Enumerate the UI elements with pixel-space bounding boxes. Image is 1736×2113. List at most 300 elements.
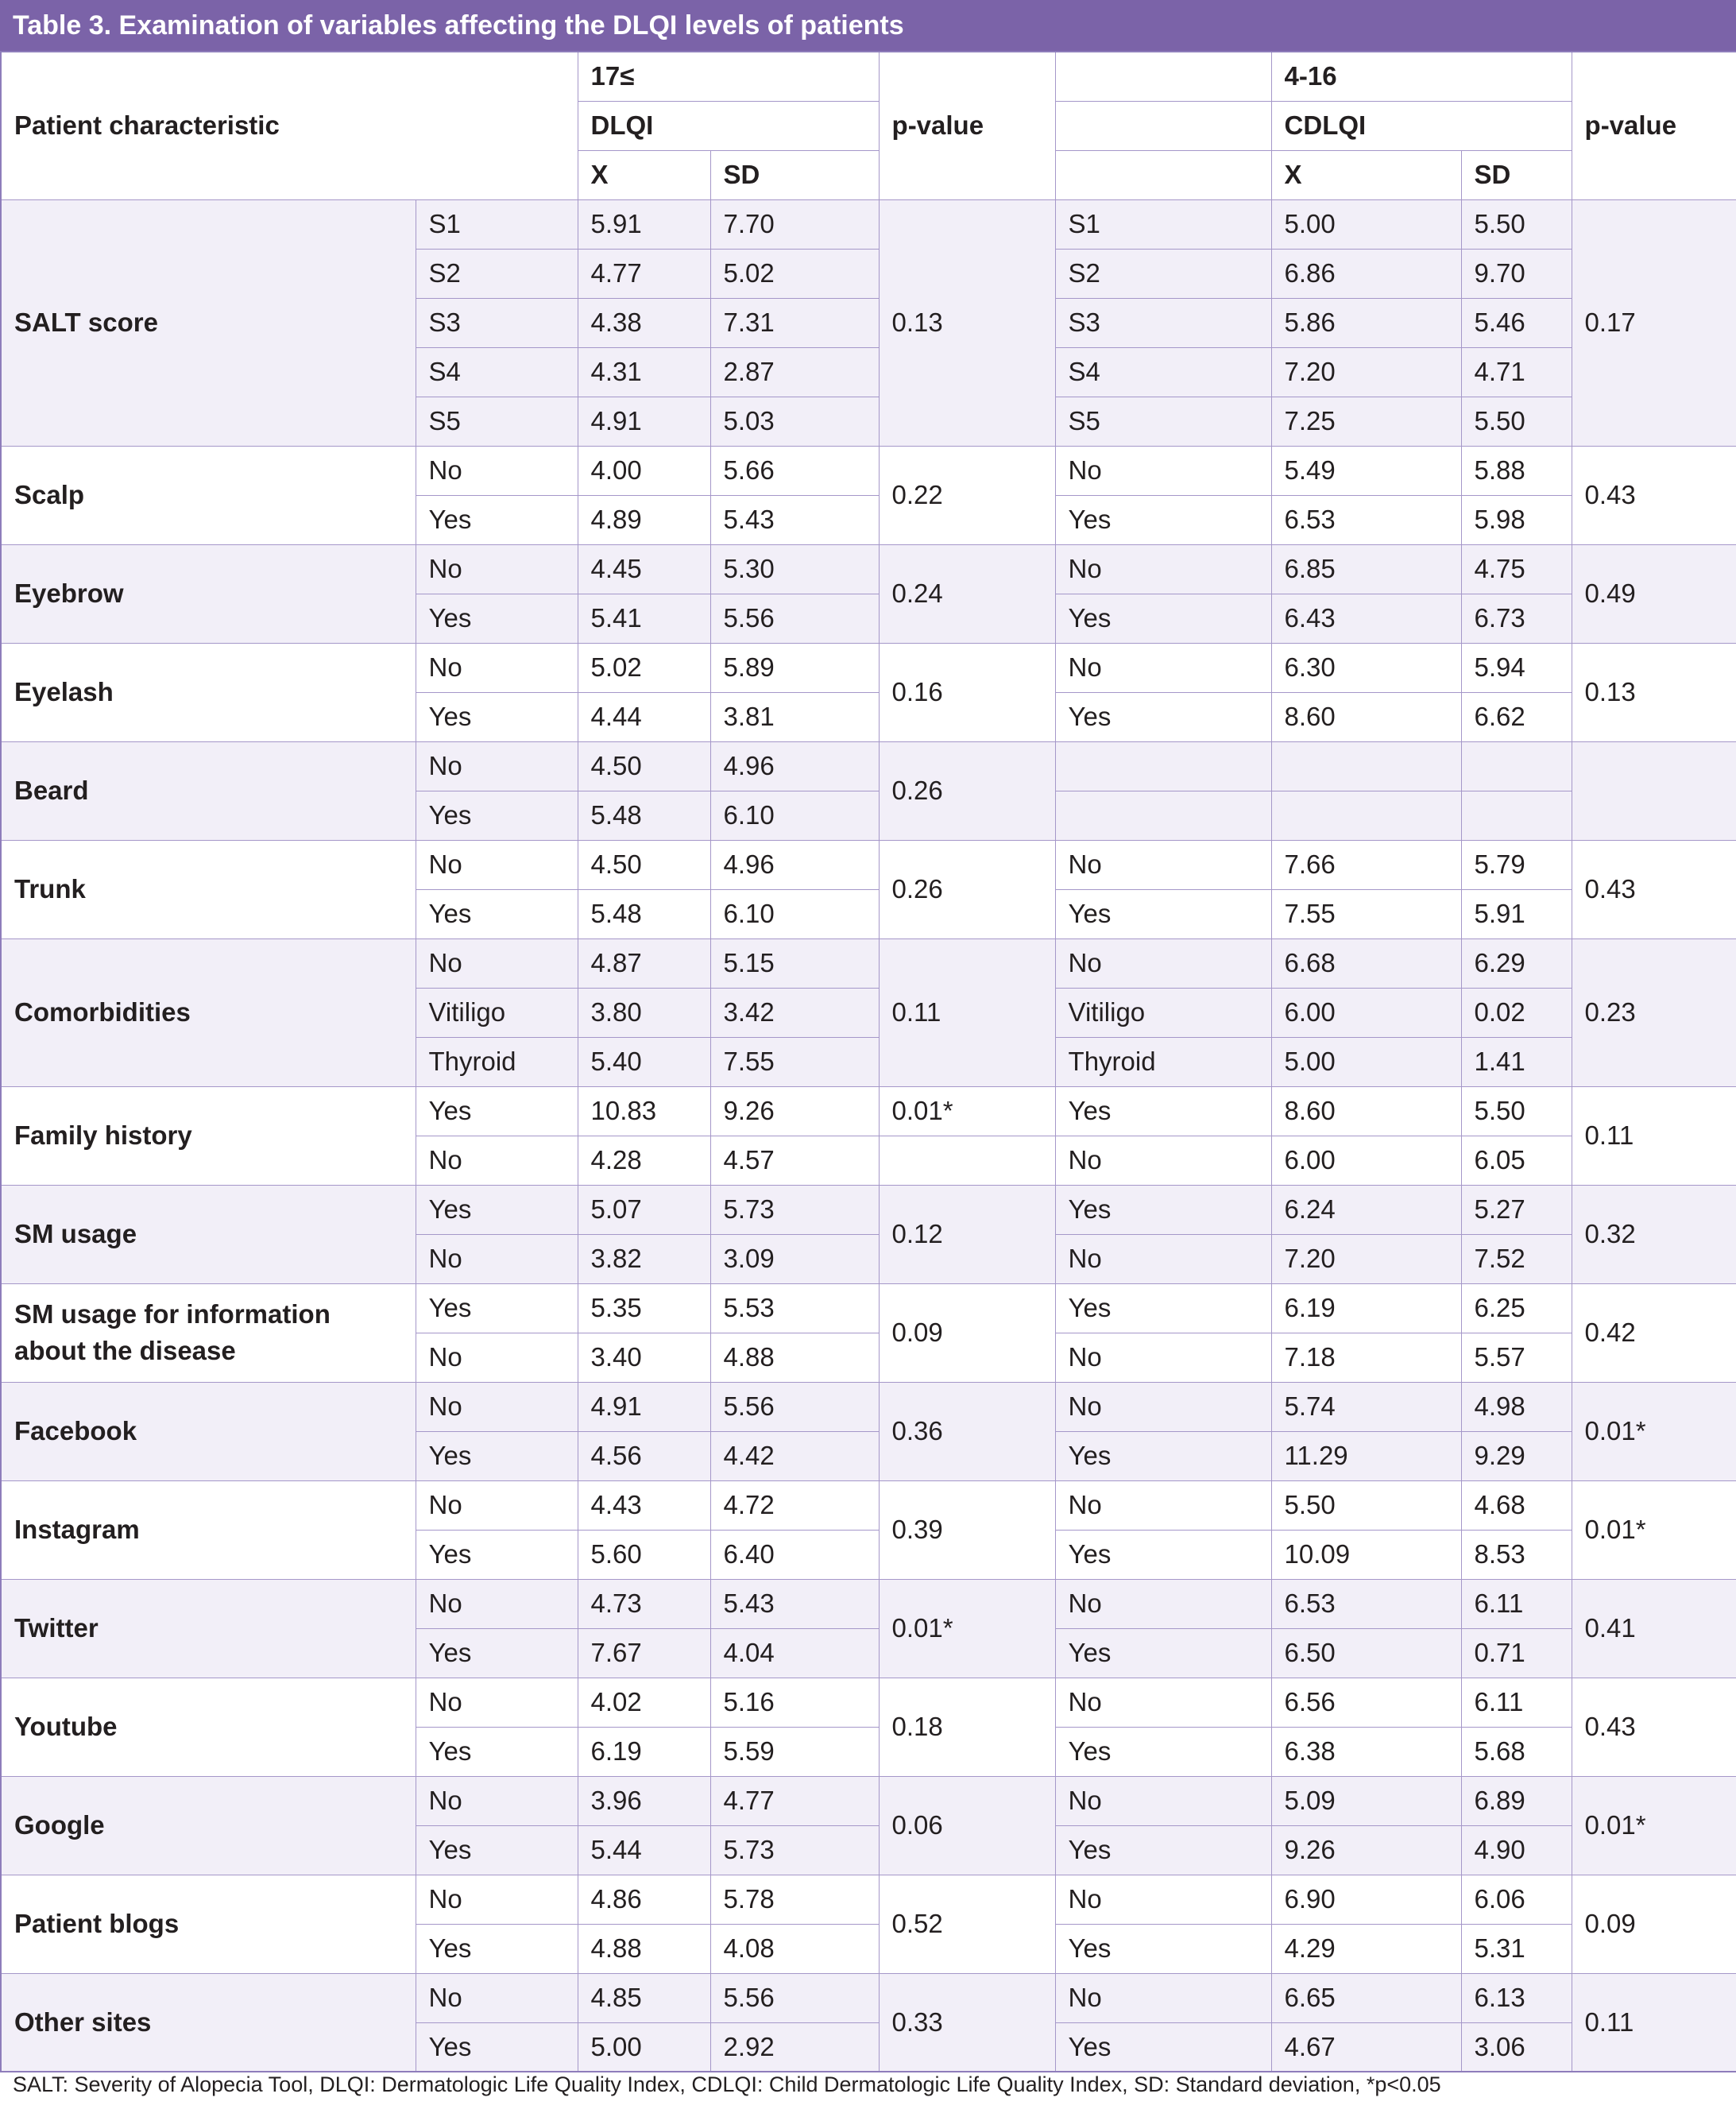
header-adult-age: 17≤ xyxy=(578,52,879,101)
table-row xyxy=(1,1678,1736,1727)
child-mean: 6.53 xyxy=(1271,1579,1461,1628)
header-adult-index: DLQI xyxy=(578,101,879,150)
child-mean: 5.86 xyxy=(1271,298,1461,347)
adult-mean: 5.41 xyxy=(578,594,710,643)
adult-sd: 5.16 xyxy=(710,1678,879,1727)
adult-sd: 3.81 xyxy=(710,692,879,741)
child-level: S3 xyxy=(1055,298,1271,347)
adult-p-value: 0.22 xyxy=(879,446,1055,544)
table-group xyxy=(1,1382,1736,1480)
table-group xyxy=(1,1480,1736,1579)
child-level: No xyxy=(1055,1678,1271,1727)
adult-sd: 5.43 xyxy=(710,495,879,544)
adult-mean: 4.31 xyxy=(578,347,710,397)
child-mean: 6.85 xyxy=(1271,544,1461,594)
child-sd: 0.71 xyxy=(1461,1628,1572,1678)
child-sd: 9.70 xyxy=(1461,249,1572,298)
child-sd: 5.79 xyxy=(1461,840,1572,889)
table-row xyxy=(1,1480,1736,1530)
child-level: No xyxy=(1055,1382,1271,1431)
adult-mean: 4.00 xyxy=(578,446,710,495)
adult-p-value: 0.09 xyxy=(879,1283,1055,1382)
adult-level: Yes xyxy=(416,791,578,840)
adult-sd: 5.66 xyxy=(710,446,879,495)
adult-mean: 4.28 xyxy=(578,1136,710,1185)
child-p-value: 0.43 xyxy=(1572,840,1736,938)
child-sd: 5.50 xyxy=(1461,397,1572,446)
adult-sd: 4.77 xyxy=(710,1776,879,1825)
adult-sd: 5.73 xyxy=(710,1825,879,1875)
table-row xyxy=(1,1283,1736,1333)
table-row xyxy=(1,1086,1736,1136)
table-group xyxy=(1,1875,1736,1973)
child-sd xyxy=(1461,741,1572,791)
child-mean: 6.56 xyxy=(1271,1678,1461,1727)
adult-mean: 3.82 xyxy=(578,1234,710,1283)
child-level: Yes xyxy=(1055,594,1271,643)
adult-sd: 5.15 xyxy=(710,938,879,988)
child-level: Thyroid xyxy=(1055,1037,1271,1086)
table-group xyxy=(1,199,1736,446)
adult-level: Yes xyxy=(416,1727,578,1776)
adult-level: Yes xyxy=(416,1431,578,1480)
adult-sd: 5.59 xyxy=(710,1727,879,1776)
header-adult-x: X xyxy=(578,150,710,199)
adult-level: S3 xyxy=(416,298,578,347)
adult-p-value: 0.36 xyxy=(879,1382,1055,1480)
adult-level: Yes xyxy=(416,1530,578,1579)
child-mean: 4.67 xyxy=(1271,2022,1461,2072)
table-row xyxy=(1,938,1736,988)
adult-level: Yes xyxy=(416,889,578,938)
child-p-value: 0.43 xyxy=(1572,446,1736,544)
adult-level: Yes xyxy=(416,1283,578,1333)
child-p-value: 0.11 xyxy=(1572,1973,1736,2072)
adult-sd: 9.26 xyxy=(710,1086,879,1136)
child-level: No xyxy=(1055,938,1271,988)
adult-level: No xyxy=(416,1234,578,1283)
child-sd: 6.62 xyxy=(1461,692,1572,741)
adult-level: No xyxy=(416,544,578,594)
child-level: No xyxy=(1055,1480,1271,1530)
characteristic-name: Twitter xyxy=(1,1579,416,1678)
header-child-age: 4-16 xyxy=(1271,52,1572,101)
child-p-value: 0.13 xyxy=(1572,643,1736,741)
child-level: No xyxy=(1055,840,1271,889)
child-sd: 5.91 xyxy=(1461,889,1572,938)
adult-level: Yes xyxy=(416,1924,578,1973)
adult-mean: 4.45 xyxy=(578,544,710,594)
header-patient-characteristic: Patient characteristic xyxy=(1,52,578,199)
characteristic-name: Google xyxy=(1,1776,416,1875)
child-level xyxy=(1055,741,1271,791)
adult-p-value: 0.16 xyxy=(879,643,1055,741)
adult-mean: 5.35 xyxy=(578,1283,710,1333)
child-level: Yes xyxy=(1055,1628,1271,1678)
adult-mean: 3.96 xyxy=(578,1776,710,1825)
table-row xyxy=(1,544,1736,594)
child-sd xyxy=(1461,791,1572,840)
adult-sd: 4.42 xyxy=(710,1431,879,1480)
child-p-value: 0.23 xyxy=(1572,938,1736,1086)
child-level: Yes xyxy=(1055,1086,1271,1136)
table-group xyxy=(1,1185,1736,1283)
characteristic-name: Beard xyxy=(1,741,416,840)
adult-sd: 2.92 xyxy=(710,2022,879,2072)
adult-sd: 6.10 xyxy=(710,791,879,840)
child-level: Yes xyxy=(1055,692,1271,741)
adult-p-value: 0.33 xyxy=(879,1973,1055,2072)
table-group xyxy=(1,1678,1736,1776)
child-mean: 7.25 xyxy=(1271,397,1461,446)
table-row xyxy=(1,199,1736,249)
adult-p-value: 0.01* xyxy=(879,1579,1055,1678)
child-level: Yes xyxy=(1055,1924,1271,1973)
header-child-index: CDLQI xyxy=(1271,101,1572,150)
adult-mean: 10.83 xyxy=(578,1086,710,1136)
characteristic-name: Patient blogs xyxy=(1,1875,416,1973)
child-sd: 5.46 xyxy=(1461,298,1572,347)
child-p-value: 0.42 xyxy=(1572,1283,1736,1382)
child-mean: 6.43 xyxy=(1271,594,1461,643)
adult-sd: 5.73 xyxy=(710,1185,879,1234)
child-level: S5 xyxy=(1055,397,1271,446)
child-level: No xyxy=(1055,446,1271,495)
child-sd: 5.98 xyxy=(1461,495,1572,544)
adult-level: Yes xyxy=(416,495,578,544)
child-mean: 6.00 xyxy=(1271,1136,1461,1185)
adult-sd: 4.04 xyxy=(710,1628,879,1678)
child-mean: 7.18 xyxy=(1271,1333,1461,1382)
adult-mean: 3.80 xyxy=(578,988,710,1037)
adult-mean: 5.48 xyxy=(578,889,710,938)
child-sd: 5.27 xyxy=(1461,1185,1572,1234)
table-group xyxy=(1,643,1736,741)
characteristic-name: Eyelash xyxy=(1,643,416,741)
child-mean: 5.00 xyxy=(1271,199,1461,249)
adult-sd: 5.30 xyxy=(710,544,879,594)
child-mean: 5.00 xyxy=(1271,1037,1461,1086)
adult-level: No xyxy=(416,1480,578,1530)
child-sd: 1.41 xyxy=(1461,1037,1572,1086)
adult-level: S4 xyxy=(416,347,578,397)
child-mean: 8.60 xyxy=(1271,692,1461,741)
adult-mean: 5.44 xyxy=(578,1825,710,1875)
child-mean: 8.60 xyxy=(1271,1086,1461,1136)
table-row xyxy=(1,643,1736,692)
child-sd: 5.94 xyxy=(1461,643,1572,692)
characteristic-name: Family history xyxy=(1,1086,416,1185)
adult-sd: 5.56 xyxy=(710,1382,879,1431)
child-level: Yes xyxy=(1055,1825,1271,1875)
child-level: Yes xyxy=(1055,2022,1271,2072)
adult-level: No xyxy=(416,741,578,791)
adult-mean: 5.60 xyxy=(578,1530,710,1579)
header-blank-3 xyxy=(1055,150,1271,199)
adult-mean: 4.38 xyxy=(578,298,710,347)
child-sd: 4.75 xyxy=(1461,544,1572,594)
child-level: Yes xyxy=(1055,495,1271,544)
child-sd: 8.53 xyxy=(1461,1530,1572,1579)
adult-sd: 3.42 xyxy=(710,988,879,1037)
table-row xyxy=(1,1185,1736,1234)
results-table xyxy=(0,51,1736,2072)
adult-mean: 4.50 xyxy=(578,741,710,791)
characteristic-name: SM usage for information about the disease xyxy=(1,1283,416,1382)
characteristic-name: Instagram xyxy=(1,1480,416,1579)
child-sd: 5.57 xyxy=(1461,1333,1572,1382)
adult-mean: 5.00 xyxy=(578,2022,710,2072)
adult-mean: 5.48 xyxy=(578,791,710,840)
child-sd: 6.29 xyxy=(1461,938,1572,988)
child-mean: 7.66 xyxy=(1271,840,1461,889)
child-p-value: 0.09 xyxy=(1572,1875,1736,1973)
table-footnote: SALT: Severity of Alopecia Tool, DLQI: Dermatologic Life Quality Index, CDLQI: Child Dermatologic Life Quality Index, SD: Standard deviation, *p<0.05 xyxy=(13,2072,1441,2096)
adult-sd: 4.96 xyxy=(710,741,879,791)
adult-sd: 4.72 xyxy=(710,1480,879,1530)
child-sd: 3.06 xyxy=(1461,2022,1572,2072)
adult-sd: 5.43 xyxy=(710,1579,879,1628)
table-group xyxy=(1,544,1736,643)
adult-level: Vitiligo xyxy=(416,988,578,1037)
child-level: No xyxy=(1055,1973,1271,2022)
child-mean: 11.29 xyxy=(1271,1431,1461,1480)
child-sd: 0.02 xyxy=(1461,988,1572,1037)
table-group xyxy=(1,840,1736,938)
adult-level: Yes xyxy=(416,1825,578,1875)
adult-level: No xyxy=(416,1875,578,1924)
child-sd: 6.11 xyxy=(1461,1678,1572,1727)
adult-sd: 4.57 xyxy=(710,1136,879,1185)
child-level: No xyxy=(1055,1875,1271,1924)
adult-mean: 5.02 xyxy=(578,643,710,692)
child-mean: 4.29 xyxy=(1271,1924,1461,1973)
table-row xyxy=(1,1973,1736,2022)
adult-sd: 6.10 xyxy=(710,889,879,938)
adult-level: No xyxy=(416,1382,578,1431)
adult-p-value: 0.24 xyxy=(879,544,1055,643)
header-blank-2 xyxy=(1055,101,1271,150)
child-mean xyxy=(1271,741,1461,791)
adult-mean: 4.43 xyxy=(578,1480,710,1530)
table-group xyxy=(1,1283,1736,1382)
adult-level: Thyroid xyxy=(416,1037,578,1086)
adult-mean: 3.40 xyxy=(578,1333,710,1382)
child-p-value: 0.17 xyxy=(1572,199,1736,446)
adult-level: Yes xyxy=(416,2022,578,2072)
adult-level: Yes xyxy=(416,594,578,643)
child-p-value: 0.01* xyxy=(1572,1382,1736,1480)
adult-sd: 5.03 xyxy=(710,397,879,446)
characteristic-name: Facebook xyxy=(1,1382,416,1480)
adult-level: No xyxy=(416,1973,578,2022)
adult-mean: 7.67 xyxy=(578,1628,710,1678)
child-mean: 5.50 xyxy=(1271,1480,1461,1530)
child-p-value: 0.32 xyxy=(1572,1185,1736,1283)
adult-level: Yes xyxy=(416,1185,578,1234)
adult-level: Yes xyxy=(416,1628,578,1678)
table-row xyxy=(1,840,1736,889)
child-level: Yes xyxy=(1055,1283,1271,1333)
adult-p-value: 0.13 xyxy=(879,199,1055,446)
child-mean: 7.20 xyxy=(1271,347,1461,397)
child-mean: 5.74 xyxy=(1271,1382,1461,1431)
header-child-x: X xyxy=(1271,150,1461,199)
child-level: Yes xyxy=(1055,1185,1271,1234)
adult-sd: 4.88 xyxy=(710,1333,879,1382)
child-level: No xyxy=(1055,1234,1271,1283)
adult-sd: 5.53 xyxy=(710,1283,879,1333)
table-row xyxy=(1,1776,1736,1825)
adult-mean: 4.73 xyxy=(578,1579,710,1628)
header-adult-sd: SD xyxy=(710,150,879,199)
adult-level: S5 xyxy=(416,397,578,446)
adult-mean: 4.50 xyxy=(578,840,710,889)
table-row xyxy=(1,1382,1736,1431)
adult-mean: 5.40 xyxy=(578,1037,710,1086)
child-level: Yes xyxy=(1055,1431,1271,1480)
adult-sd: 6.40 xyxy=(710,1530,879,1579)
child-mean: 7.20 xyxy=(1271,1234,1461,1283)
child-sd: 6.25 xyxy=(1461,1283,1572,1333)
child-mean: 9.26 xyxy=(1271,1825,1461,1875)
table-row xyxy=(1,446,1736,495)
adult-sd: 7.55 xyxy=(710,1037,879,1086)
adult-mean: 4.86 xyxy=(578,1875,710,1924)
adult-mean: 4.91 xyxy=(578,397,710,446)
child-mean: 6.53 xyxy=(1271,495,1461,544)
child-mean: 10.09 xyxy=(1271,1530,1461,1579)
table-group xyxy=(1,446,1736,544)
adult-sd: 5.02 xyxy=(710,249,879,298)
child-sd: 5.50 xyxy=(1461,199,1572,249)
child-mean: 6.90 xyxy=(1271,1875,1461,1924)
adult-sd: 7.31 xyxy=(710,298,879,347)
child-level: No xyxy=(1055,1333,1271,1382)
child-mean: 7.55 xyxy=(1271,889,1461,938)
child-mean: 5.49 xyxy=(1271,446,1461,495)
child-level: S1 xyxy=(1055,199,1271,249)
adult-sd: 5.78 xyxy=(710,1875,879,1924)
adult-sd: 5.89 xyxy=(710,643,879,692)
header-child-sd: SD xyxy=(1461,150,1572,199)
child-level: No xyxy=(1055,1776,1271,1825)
child-p-value: 0.01* xyxy=(1572,1776,1736,1875)
child-level: Vitiligo xyxy=(1055,988,1271,1037)
characteristic-name: Trunk xyxy=(1,840,416,938)
adult-mean: 4.02 xyxy=(578,1678,710,1727)
table-group xyxy=(1,1973,1736,2072)
adult-level: No xyxy=(416,446,578,495)
adult-mean: 4.56 xyxy=(578,1431,710,1480)
adult-mean: 6.19 xyxy=(578,1727,710,1776)
child-sd: 6.13 xyxy=(1461,1973,1572,2022)
child-mean: 6.50 xyxy=(1271,1628,1461,1678)
adult-level: No xyxy=(416,1136,578,1185)
adult-mean: 5.91 xyxy=(578,199,710,249)
adult-level: No xyxy=(416,1678,578,1727)
child-sd: 5.31 xyxy=(1461,1924,1572,1973)
child-mean: 6.19 xyxy=(1271,1283,1461,1333)
adult-level: No xyxy=(416,840,578,889)
child-sd: 4.68 xyxy=(1461,1480,1572,1530)
child-sd: 9.29 xyxy=(1461,1431,1572,1480)
child-level: No xyxy=(1055,643,1271,692)
child-sd: 4.98 xyxy=(1461,1382,1572,1431)
child-mean: 5.09 xyxy=(1271,1776,1461,1825)
child-sd: 5.88 xyxy=(1461,446,1572,495)
child-p-value: 0.11 xyxy=(1572,1086,1736,1185)
characteristic-name: SALT score xyxy=(1,199,416,446)
adult-mean: 5.07 xyxy=(578,1185,710,1234)
adult-level: Yes xyxy=(416,1086,578,1136)
child-p-value: 0.41 xyxy=(1572,1579,1736,1678)
adult-sd: 4.96 xyxy=(710,840,879,889)
adult-mean: 4.88 xyxy=(578,1924,710,1973)
characteristic-name: Youtube xyxy=(1,1678,416,1776)
header-child-p-value: p-value xyxy=(1572,52,1736,199)
adult-mean: 4.77 xyxy=(578,249,710,298)
adult-level: No xyxy=(416,1579,578,1628)
adult-p-value: 0.18 xyxy=(879,1678,1055,1776)
adult-p-value: 0.26 xyxy=(879,741,1055,840)
adult-level: No xyxy=(416,643,578,692)
child-mean: 6.38 xyxy=(1271,1727,1461,1776)
child-sd: 6.11 xyxy=(1461,1579,1572,1628)
characteristic-name: Scalp xyxy=(1,446,416,544)
table-row xyxy=(1,1579,1736,1628)
child-mean xyxy=(1271,791,1461,840)
child-sd: 6.89 xyxy=(1461,1776,1572,1825)
adult-sd: 2.87 xyxy=(710,347,879,397)
adult-p-value: 0.39 xyxy=(879,1480,1055,1579)
adult-mean: 4.89 xyxy=(578,495,710,544)
adult-p-value: 0.12 xyxy=(879,1185,1055,1283)
child-level: S2 xyxy=(1055,249,1271,298)
adult-sd: 7.70 xyxy=(710,199,879,249)
child-mean: 6.00 xyxy=(1271,988,1461,1037)
child-level: No xyxy=(1055,544,1271,594)
child-level: Yes xyxy=(1055,1727,1271,1776)
child-level: No xyxy=(1055,1579,1271,1628)
child-p-value xyxy=(1572,741,1736,840)
adult-sd: 4.08 xyxy=(710,1924,879,1973)
child-sd: 6.06 xyxy=(1461,1875,1572,1924)
adult-level: S2 xyxy=(416,249,578,298)
child-sd: 7.52 xyxy=(1461,1234,1572,1283)
adult-level: No xyxy=(416,1776,578,1825)
child-sd: 4.90 xyxy=(1461,1825,1572,1875)
adult-p-value: 0.01* xyxy=(879,1086,1055,1136)
table-group xyxy=(1,741,1736,840)
table-group xyxy=(1,938,1736,1086)
table-row xyxy=(1,1875,1736,1924)
child-level xyxy=(1055,791,1271,840)
child-p-value: 0.01* xyxy=(1572,1480,1736,1579)
child-mean: 6.86 xyxy=(1271,249,1461,298)
characteristic-name: Eyebrow xyxy=(1,544,416,643)
adult-mean: 4.44 xyxy=(578,692,710,741)
table-group xyxy=(1,1579,1736,1678)
table-row xyxy=(1,741,1736,791)
adult-p-value: 0.52 xyxy=(879,1875,1055,1973)
child-level: Yes xyxy=(1055,889,1271,938)
adult-level: S1 xyxy=(416,199,578,249)
child-level: S4 xyxy=(1055,347,1271,397)
characteristic-name: Comorbidities xyxy=(1,938,416,1086)
adult-level: No xyxy=(416,1333,578,1382)
table-group xyxy=(1,1776,1736,1875)
